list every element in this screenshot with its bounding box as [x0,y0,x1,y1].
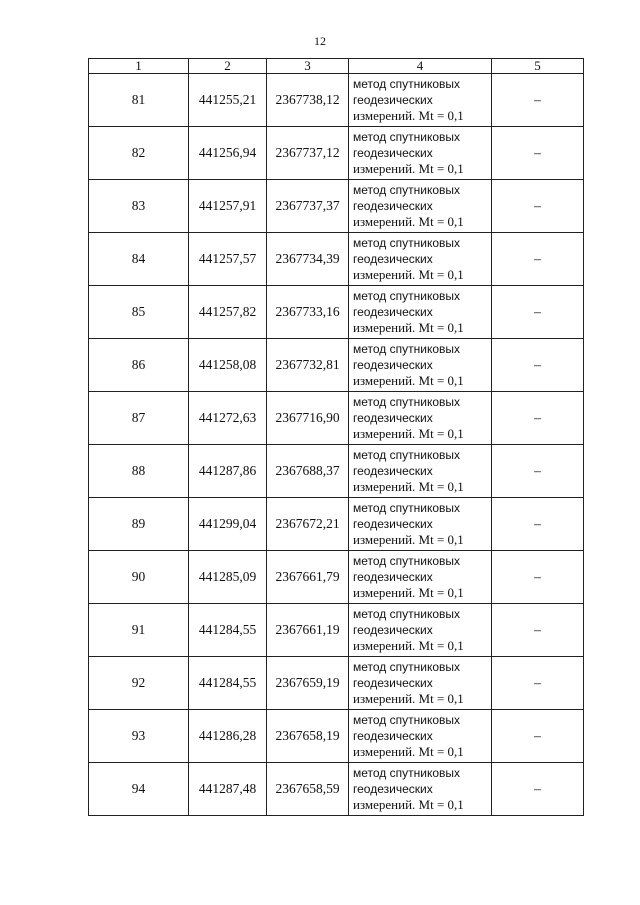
y-coordinate-cell: 2367737,12 [267,127,349,180]
method-line: измерений. Mt = 0,1 [353,214,464,229]
method-line: метод спутниковых [353,395,461,409]
method-line: метод спутниковых [353,448,461,462]
point-number-cell: 93 [89,710,189,763]
method-cell [349,74,492,127]
method-cell [349,339,492,392]
method-line: геодезических [353,782,433,796]
x-coordinate-cell: 441272,63 [189,392,267,445]
method-line: геодезических [353,305,433,319]
y-coordinate-cell: 2367658,59 [267,763,349,816]
method-cell [349,710,492,763]
method-line: измерений. Mt = 0,1 [353,479,464,494]
method-cell [349,392,492,445]
note-cell: – [492,498,584,551]
note-cell: – [492,127,584,180]
y-coordinate-cell: 2367661,19 [267,604,349,657]
point-number-cell: 91 [89,604,189,657]
method-line: измерений. Mt = 0,1 [353,744,464,759]
x-coordinate-cell: 441257,82 [189,286,267,339]
method-cell [349,763,492,816]
point-number-cell: 89 [89,498,189,551]
table-row [89,763,584,816]
x-coordinate-cell: 441299,04 [189,498,267,551]
point-number-cell: 84 [89,233,189,286]
method-line: метод спутниковых [353,183,461,197]
method-line: геодезических [353,146,433,160]
point-number-cell: 86 [89,339,189,392]
table-row [89,127,584,180]
note-cell: – [492,286,584,339]
y-coordinate-cell: 2367716,90 [267,392,349,445]
method-cell [349,551,492,604]
x-coordinate-cell: 441286,28 [189,710,267,763]
note-cell: – [492,604,584,657]
method-line: метод спутниковых [353,130,461,144]
x-coordinate-cell: 441287,86 [189,445,267,498]
point-number-cell: 87 [89,392,189,445]
point-number-cell: 85 [89,286,189,339]
method-line: геодезических [353,517,433,531]
method-line: метод спутниковых [353,236,461,250]
method-line: геодезических [353,93,433,107]
x-coordinate-cell: 441256,94 [189,127,267,180]
table-row [89,604,584,657]
method-line: измерений. Mt = 0,1 [353,161,464,176]
column-header-3: 3 [267,59,349,74]
table-row [89,180,584,233]
point-number-cell: 83 [89,180,189,233]
method-line: измерений. Mt = 0,1 [353,373,464,388]
y-coordinate-cell: 2367734,39 [267,233,349,286]
note-cell: – [492,445,584,498]
table-row [89,710,584,763]
point-number-cell: 82 [89,127,189,180]
method-line: геодезических [353,623,433,637]
y-coordinate-cell: 2367733,16 [267,286,349,339]
table-row [89,657,584,710]
method-line: измерений. Mt = 0,1 [353,797,464,812]
note-cell: – [492,233,584,286]
point-number-cell: 90 [89,551,189,604]
column-header-1: 1 [89,59,189,74]
coordinates-table [88,58,584,816]
y-coordinate-cell: 2367688,37 [267,445,349,498]
x-coordinate-cell: 441287,48 [189,763,267,816]
x-coordinate-cell: 441284,55 [189,657,267,710]
note-cell: – [492,392,584,445]
y-coordinate-cell: 2367737,37 [267,180,349,233]
column-header-5: 5 [492,59,584,74]
method-cell [349,127,492,180]
note-cell: – [492,74,584,127]
note-cell: – [492,551,584,604]
table-row [89,392,584,445]
method-cell [349,233,492,286]
method-line: метод спутниковых [353,554,461,568]
method-line: геодезических [353,729,433,743]
note-cell: – [492,710,584,763]
method-line: метод спутниковых [353,501,461,515]
x-coordinate-cell: 441257,91 [189,180,267,233]
method-line: измерений. Mt = 0,1 [353,426,464,441]
method-line: метод спутниковых [353,289,461,303]
method-cell [349,604,492,657]
table-row [89,74,584,127]
method-line: геодезических [353,358,433,372]
table-row [89,445,584,498]
note-cell: – [492,657,584,710]
method-line: геодезических [353,199,433,213]
method-line: геодезических [353,464,433,478]
method-line: измерений. Mt = 0,1 [353,585,464,600]
method-line: геодезических [353,676,433,690]
method-line: измерений. Mt = 0,1 [353,691,464,706]
point-number-cell: 88 [89,445,189,498]
method-cell [349,657,492,710]
method-cell [349,286,492,339]
table-row [89,339,584,392]
x-coordinate-cell: 441258,08 [189,339,267,392]
y-coordinate-cell: 2367738,12 [267,74,349,127]
method-line: метод спутниковых [353,607,461,621]
table-row [89,286,584,339]
method-line: геодезических [353,252,433,266]
method-line: метод спутниковых [353,77,461,91]
x-coordinate-cell: 441284,55 [189,604,267,657]
x-coordinate-cell: 441285,09 [189,551,267,604]
table-row [89,551,584,604]
y-coordinate-cell: 2367732,81 [267,339,349,392]
point-number-cell: 94 [89,763,189,816]
method-line: измерений. Mt = 0,1 [353,267,464,282]
page-number: 12 [314,34,326,48]
method-cell [349,498,492,551]
method-line: измерений. Mt = 0,1 [353,532,464,547]
method-line: метод спутниковых [353,713,461,727]
y-coordinate-cell: 2367672,21 [267,498,349,551]
y-coordinate-cell: 2367661,79 [267,551,349,604]
method-cell [349,445,492,498]
method-line: геодезических [353,411,433,425]
method-line: геодезических [353,570,433,584]
note-cell: – [492,763,584,816]
note-cell: – [492,339,584,392]
method-cell [349,180,492,233]
method-line: измерений. Mt = 0,1 [353,638,464,653]
point-number-cell: 92 [89,657,189,710]
table-row [89,233,584,286]
note-cell: – [492,180,584,233]
method-line: метод спутниковых [353,342,461,356]
x-coordinate-cell: 441255,21 [189,74,267,127]
method-line: измерений. Mt = 0,1 [353,108,464,123]
y-coordinate-cell: 2367659,19 [267,657,349,710]
table-header-row [89,59,584,74]
method-line: метод спутниковых [353,660,461,674]
x-coordinate-cell: 441257,57 [189,233,267,286]
column-header-2: 2 [189,59,267,74]
y-coordinate-cell: 2367658,19 [267,710,349,763]
point-number-cell: 81 [89,74,189,127]
method-line: измерений. Mt = 0,1 [353,320,464,335]
table-row [89,498,584,551]
method-line: метод спутниковых [353,766,461,780]
column-header-4: 4 [349,59,492,74]
